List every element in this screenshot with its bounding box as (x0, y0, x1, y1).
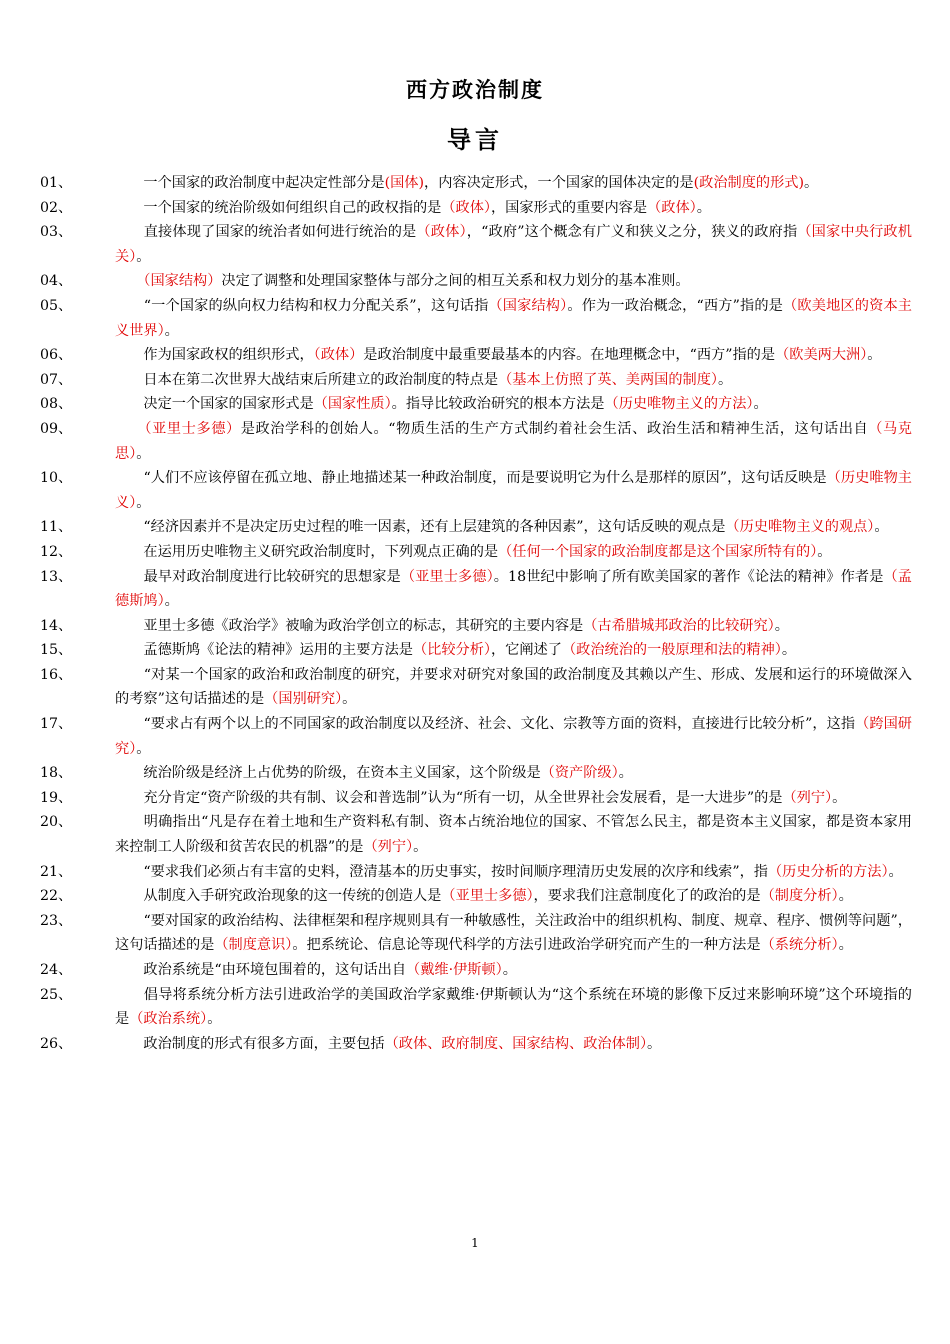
item-text (115, 343, 912, 368)
item-number: 16、 (40, 666, 73, 683)
question-text: “人们不应该停留在孤立地、静止地描述某一种政治制度，而是要说明它为什么是那样的原因”，这句话反映是 (115, 470, 827, 487)
question-text: 。 (136, 248, 151, 265)
section-heading: 导言 (447, 125, 503, 154)
item-text (115, 983, 912, 1032)
question-text: 。 (136, 494, 151, 511)
item-number: 01、 (40, 175, 73, 191)
question-text: 。作为一政治概念，“西方”指的是 (567, 297, 784, 314)
question-text: 。 (817, 543, 832, 560)
list-item (40, 663, 912, 712)
item-number: 12、 (40, 543, 73, 560)
document-title: 西方政治制度 (406, 77, 544, 102)
question-text: 决定了调整和处理国家整体与部分之间的相互关系和权力划分的基本准则。 (221, 273, 690, 290)
item-text (115, 515, 912, 540)
question-text: 最早对政治制度进行比较研究的思想家是 (115, 568, 401, 585)
answer-text: （戴维·伊斯顿） (406, 962, 503, 978)
question-text: 。 (342, 691, 357, 708)
question-text: 。 (888, 863, 903, 880)
question-text: 亚里士多德《政治学》被喻为政治学创立的标志，其研究的主要内容是 (115, 617, 584, 634)
item-text (115, 294, 912, 343)
item-text (115, 466, 912, 515)
item-number: 19、 (40, 789, 73, 806)
item-text (115, 712, 912, 761)
question-text: 。 (164, 322, 179, 339)
item-text (115, 614, 912, 639)
answer-text: （国别研究） (264, 691, 343, 708)
answer-text: (国体) (384, 175, 425, 191)
item-number: 09、 (40, 420, 73, 437)
item-text (115, 958, 912, 983)
question-text: 直接体现了国家的统治者如何进行统治的是 (115, 224, 417, 241)
question-text: 。18世纪中影响了所有欧美国家的著作《论法的精神》作者是 (493, 568, 884, 585)
question-text: 在运用历史唯物主义研究政治制度时，下列观点正确的是 (115, 543, 499, 560)
question-text: “一个国家的纵向权力结构和权力分配关系”，这句话指 (115, 297, 489, 314)
answer-text: （资产阶级） (540, 765, 619, 782)
question-text: 。 (832, 789, 847, 806)
question-text: 一个国家的统治阶级如何组织自己的政权指的是 (115, 199, 442, 216)
answer-text: （亚里士多德） (441, 888, 534, 905)
list-item (40, 638, 912, 663)
list-item (40, 786, 912, 811)
item-text (115, 392, 912, 417)
question-text: 明确指出“凡是存在着土地和生产资料私有制、资本占统治地位的国家、不管怎么民主，都是资本主义国家，都是资本家用来控制工人阶级和贫苦农民的机器”的是 (115, 814, 912, 856)
list-item (40, 466, 912, 515)
item-text (115, 1032, 912, 1057)
list-item (40, 909, 912, 958)
item-number: 18、 (40, 765, 73, 782)
list-item (40, 983, 912, 1032)
answer-text: （制度意识） (214, 937, 293, 954)
item-number: 06、 (40, 347, 73, 364)
page-number: 1 (471, 1236, 479, 1250)
question-text: 。 (618, 765, 633, 782)
item-text (115, 196, 912, 221)
answer-text: （古希腊城邦政治的比较研究） (583, 617, 775, 634)
question-text: “要对国家的政治结构、法律框架和程序规则具有一种敏感性，关注政治中的组织机构、制度、规章、程序、惯例等问题”，这句话描述的是 (115, 912, 912, 954)
question-text: 倡导将系统分析方法引进政治学的美国政治学家戴维·伊斯顿认为“这个系统在环境的影像下反过来影响环境”这个环境指的是 (115, 986, 912, 1028)
item-number: 11、 (40, 519, 73, 536)
item-number: 24、 (40, 962, 73, 978)
question-text: 。 (874, 519, 889, 536)
item-number: 15、 (40, 642, 73, 659)
list-item (40, 540, 912, 565)
list-item (40, 810, 912, 859)
answer-text: （列宁） (782, 789, 833, 806)
answer-text: （亚里士多德） (144, 420, 241, 437)
list-item (40, 392, 912, 417)
question-text (115, 421, 145, 437)
answer-text: （欧美地区的资本主义世界） (115, 297, 912, 339)
list-item (40, 614, 912, 639)
item-number: 23、 (40, 912, 73, 929)
question-text: 决定一个国家的国家形式是 (115, 396, 314, 413)
item-number: 04、 (40, 273, 73, 290)
answer-text: （任何一个国家的政治制度都是这个国家所特有的） (498, 543, 818, 560)
question-text: 。 (413, 839, 428, 856)
question-text: 。 (207, 1011, 222, 1028)
question-text: 。 (717, 371, 733, 388)
answer-text: （政体） (313, 347, 364, 364)
list-item (40, 565, 912, 614)
item-text (115, 540, 912, 565)
list-item (40, 1032, 912, 1057)
list-item (40, 294, 912, 343)
list-item (40, 515, 912, 540)
question-text: ，内容决定形式，一个国家的国体决定的是 (424, 175, 694, 191)
answer-text: （亚里士多德） (400, 568, 494, 585)
list-item (40, 712, 912, 761)
question-text: 。 (696, 199, 711, 216)
item-number: 03、 (40, 224, 73, 241)
item-number: 10、 (40, 470, 73, 487)
list-item (40, 368, 912, 393)
question-text: 。 (838, 888, 853, 905)
item-text (115, 269, 912, 294)
answer-text: （孟德斯鸠） (115, 568, 912, 610)
answer-text: (政治制度的形式) (693, 175, 804, 191)
question-text: 政治系统是“由环境包围着的，这句话出自 (115, 962, 407, 978)
answer-text: （政体） (416, 224, 467, 241)
item-number: 14、 (40, 617, 73, 634)
item-text (115, 220, 912, 269)
item-text (115, 810, 912, 859)
item-number: 21、 (40, 863, 73, 880)
question-list (40, 171, 912, 1056)
question-text: 孟德斯鸠《论法的精神》运用的主要方法是 (115, 642, 413, 659)
item-number: 26、 (40, 1035, 73, 1052)
list-item (40, 884, 912, 909)
question-text: 是政治制度中最重要最基本的内容。在地理概念中，“西方”指的是 (363, 347, 776, 364)
question-text: ，要求我们注意制度化了的政治的是 (533, 888, 761, 905)
list-item (40, 958, 912, 983)
answer-text: （国家中央行政机关） (115, 224, 912, 265)
answer-text: （国家结构） (143, 273, 222, 290)
item-text (115, 884, 912, 909)
item-text (115, 909, 912, 958)
item-number: 25、 (40, 986, 73, 1003)
question-text: 政治制度的形式有很多方面，主要包括 (115, 1035, 385, 1052)
answer-text: （政体） (647, 199, 697, 216)
question-text: ，“政府”这个概念有广义和狭义之分，狭义的政府指 (466, 224, 798, 241)
question-text: 充分肯定“资产阶级的共有制、议会和普选制”认为“所有一切，从全世界社会发展看，是一大进步”的是 (115, 789, 783, 806)
answer-text: （政体、政府制度、国家结构、政治体制） (384, 1035, 648, 1052)
answer-text: （马克思） (115, 420, 912, 462)
question-text: 。 (647, 1035, 662, 1052)
question-text: “要求占有两个以上的不同国家的政治制度以及经济、社会、文化、宗教等方面的资料，直接进行比较分析”，这指 (115, 716, 856, 733)
item-number: 13、 (40, 568, 73, 585)
list-item (40, 269, 912, 294)
item-text (115, 638, 912, 663)
item-text (115, 860, 912, 885)
question-text: 。 (838, 937, 853, 954)
question-text: 。 (136, 445, 151, 462)
list-item (40, 761, 912, 786)
list-item (40, 343, 912, 368)
answer-text: （政治统治的一般原理和法的精神） (561, 642, 782, 659)
question-text: 。 (804, 175, 819, 191)
question-text: 统治阶级是经济上占优势的阶级，在资本主义国家，这个阶级是 (115, 765, 541, 782)
answer-text: （欧美两大洲） (775, 347, 868, 364)
item-text (115, 761, 912, 786)
question-text: 。 (164, 593, 179, 610)
item-text (115, 565, 912, 614)
question-text: 。指导比较政治研究的根本方法是 (391, 396, 605, 413)
item-text (115, 417, 912, 466)
answer-text: （跨国研究） (115, 716, 912, 757)
question-text: 。 (774, 617, 789, 634)
question-text: 。 (753, 396, 768, 413)
question-text: “经济因素并不是决定历史过程的唯一因素，还有上层建筑的各种因素”，这句话反映的观点是 (115, 519, 726, 536)
question-text: 日本在第二次世界大战结束后所建立的政治制度的特点是 (115, 371, 499, 388)
question-text: 是政治学科的创始人。“物质生活的生产方式制约着社会生活、政治生活和精神生活，这句话出自 (240, 420, 869, 437)
question-text: “对某一个国家的政治和政治制度的研究，并要求对研究对象国的政治制度及其赖以产生、形成、发展和运行的环境做深入的考察”这句话描述的是 (115, 666, 912, 708)
question-text: ，它阐述了 (490, 642, 562, 659)
question-text: 。 (867, 347, 882, 364)
item-number: 07、 (40, 371, 73, 388)
question-text: “要求我们必须占有丰富的史料，澄清基本的历史事实，按时间顺序理清历史发展的次序和线索”，指 (115, 863, 768, 880)
item-text (115, 786, 912, 811)
answer-text: （历史分析的方法） (767, 863, 889, 880)
answer-text: （系统分析） (760, 937, 839, 954)
answer-text: （历史唯物主义） (115, 470, 912, 511)
answer-text: （历史唯物主义的方法） (604, 396, 754, 413)
answer-text: （列宁） (363, 839, 414, 856)
question-text: 。 (136, 740, 151, 757)
item-number: 05、 (40, 297, 73, 314)
item-text (115, 663, 912, 712)
list-item (40, 860, 912, 885)
answer-text: （基本上仿照了英、美两国的制度） (498, 371, 718, 388)
list-item (40, 417, 912, 466)
question-text: ，国家形式的重要内容是 (490, 199, 648, 216)
question-text: 。把系统论、信息论等现代科学的方法引进政治学研究而产生的一种方法是 (292, 937, 761, 954)
question-text: 。 (781, 642, 797, 659)
question-text: 一个国家的政治制度中起决定性部分是 (115, 175, 385, 191)
question-text: 。 (502, 962, 517, 978)
question-text (115, 273, 143, 289)
list-item (40, 171, 912, 196)
question-text: 从制度入手研究政治现象的这一传统的创造人是 (115, 888, 442, 905)
item-text (115, 171, 912, 196)
answer-text: （制度分析） (760, 888, 839, 905)
question-text: 作为国家政权的组织形式， (115, 347, 314, 364)
item-number: 02、 (40, 199, 73, 216)
answer-text: （国家性质） (313, 396, 392, 413)
answer-text: （政治系统） (129, 1011, 208, 1028)
answer-text: （国家结构） (488, 297, 568, 314)
item-number: 08、 (40, 396, 73, 413)
item-text (115, 368, 912, 393)
item-number: 17、 (40, 716, 73, 733)
answer-text: （政体） (441, 199, 491, 216)
answer-text: （比较分析） (412, 642, 491, 659)
item-number: 20、 (40, 814, 73, 831)
list-item (40, 220, 912, 269)
answer-text: （历史唯物主义的观点） (725, 519, 875, 536)
list-item (40, 196, 912, 221)
item-number: 22、 (40, 888, 73, 905)
